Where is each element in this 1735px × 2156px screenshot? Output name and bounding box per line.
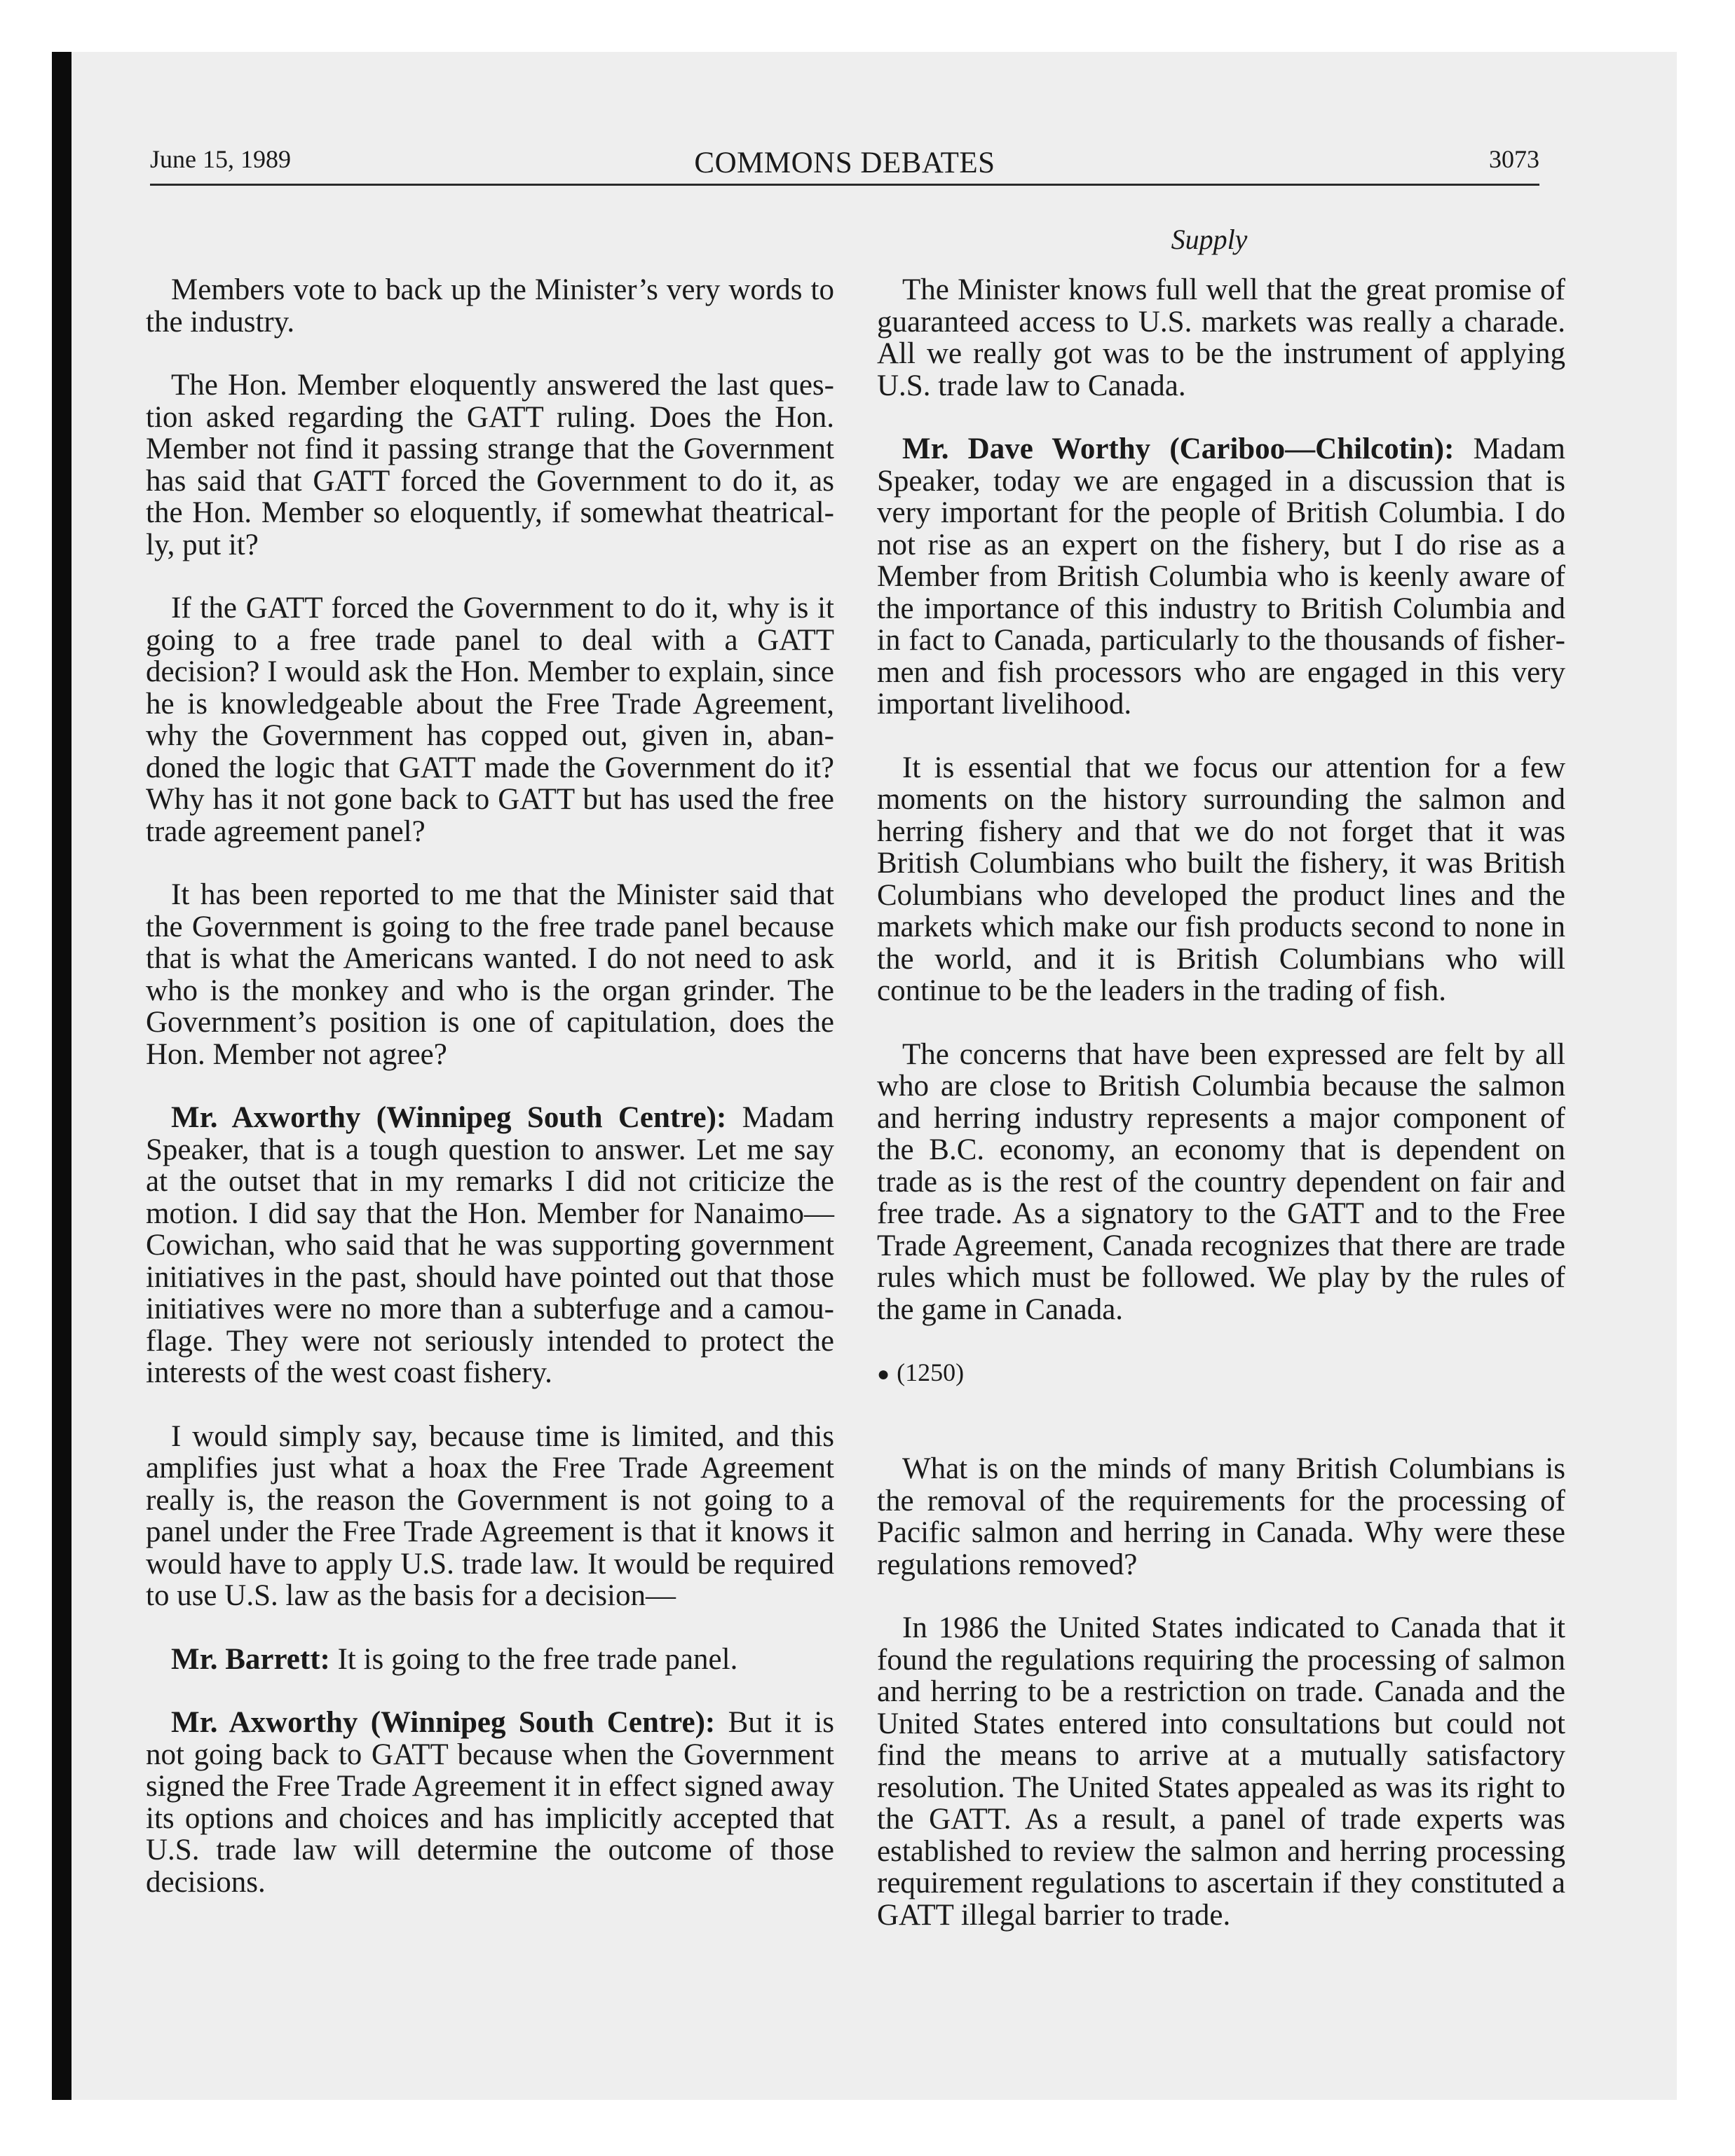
time-marker-text: (1250) xyxy=(897,1358,965,1386)
speaker-name: Mr. Barrett: xyxy=(171,1642,330,1676)
paragraph: The Minister knows full well that the great promise of guaranteed access to U.S. markets was really a charade. All we really got was to be the instrument of applying U.S. trade law to Canada. xyxy=(877,273,1565,402)
paragraph: If the GATT forced the Government to do it, why is it going to a free trade panel to deal with a GATT decision? I would ask the Hon. Member to explain, since he is knowledgeable about the Free Trade Agreement, why the Government has copped out, given in, abandoned the logic that GATT made the Government do it? Why has it not gone back to GATT but has used the free trade agreement panel? xyxy=(146,592,834,848)
speech-paragraph xyxy=(877,433,1565,721)
paragraph: The Hon. Member eloquently answered the last question asked regarding the GATT ruling. Does the Hon. Member not find it passing strange that the Government has said that GATT forced the Government to do it, as the Hon. Member so eloquently, if somewhat theatrically, put it? xyxy=(146,369,834,561)
paragraph: Members vote to back up the Minister’s very words to the industry. xyxy=(146,273,834,339)
section-label: Supply xyxy=(1171,224,1248,255)
paragraph: I would simply say, because time is limited, and this amplifies just what a hoax the Free Trade Agreement really is, the reason the Government is not going to a panel under the Free Trade Agreement is that it knows it would have to apply U.S. trade law. It would be required to use U.S. law as the basis for a decision— xyxy=(146,1419,834,1612)
header-page-number: 3073 xyxy=(1489,145,1539,173)
paragraph: In 1986 the United States indicated to Canada that it found the regulations requiring the processing of salmon and herring to be a restriction on trade. Canada and the United States entered into consultations but could not find the means to arrive at a mutually satisfactory resolution. The United States appealed as was its right to the GATT. As a result, a panel of trade experts was established to review the salmon and herring processing requirement regulations to ascertain if they constituted a GATT illegal barrier to trade. xyxy=(877,1611,1565,1932)
paragraph: The concerns that have been expressed are felt by all who are close to British Columbia because the salmon and herring industry represents a major component of the B.C. economy, an economy that is dependent on trade as is the rest of the country dependent on fair and free trade. As a signatory to the GATT and to the Free Trade Agreement, Canada recognizes that there are trade rules which must be followed. We play by the rules of the game in Canada. xyxy=(877,1037,1565,1326)
binding-edge xyxy=(52,52,72,2100)
speech-paragraph xyxy=(146,1644,834,1676)
speech-paragraph xyxy=(146,1102,834,1389)
running-header xyxy=(150,137,1539,186)
paragraph: What is on the minds of many British Columbians is the removal of the requirements for the processing of Pacific salmon and herring in Canada. Why were these regulations removed? xyxy=(877,1452,1565,1581)
right-column xyxy=(877,274,1565,1963)
header-title: COMMONS DEBATES xyxy=(694,146,995,179)
left-column xyxy=(146,274,834,1930)
speech-text: But it is not going back to GATT because when the Government signed the Free Trade Agreement it in effect signed away its options and choices and has implicitly accepted that U.S. trade law will determine the outcome of those decisions. xyxy=(146,1706,835,1899)
speech-text: Madam Speaker, that is a tough question to answer. Let me say at the outset that in my remarks I did not criticize the motion. I did say that the Hon. Member for Nanaimo—Cowichan, who said that he was supporting government initiatives in the past, should have pointed out that those initiatives were no more than a subterfuge and a camouflage. They were not seriously intended to protect the interests of the west coast fishery. xyxy=(146,1101,834,1389)
speech-text: It is going to the free trade panel. xyxy=(329,1642,738,1676)
speech-text: Madam Speaker, today we are engaged in a discussion that is very important for the people of British Columbia. I do not rise as an expert on the fishery, but I do rise as a Member from British Columbia who is keenly aware of the importance of this industry to British Columbia and in fact to Canada, particularly to the thousands of fishermen and fish processors who are engaged in this very important livelihood. xyxy=(877,432,1565,721)
paragraph: It is essential that we focus our attention for a few moments on the history surrounding the salmon and herring fishery and that we do not forget that it was British Columbians who built the fishery, it was British Columbians who developed the product lines and the markets which make our fish products second to none in the world, and it is British Columbians who will continue to be the leaders in the trading of fish. xyxy=(877,751,1565,1007)
bullet-icon: ● xyxy=(877,1363,890,1386)
speaker-name: Mr. Axworthy (Winnipeg South Centre): xyxy=(171,1706,716,1739)
speaker-name: Mr. Axworthy (Winnipeg South Centre): xyxy=(171,1101,727,1134)
speaker-name: Mr. Dave Worthy (Cariboo—Chilcotin): xyxy=(902,432,1455,465)
paragraph: It has been reported to me that the Minister said that the Government is going to the free trade panel because that is what the Americans wanted. I do not need to ask who is the monkey and who is the organ grinder. The Government’s position is one of capitulation, does the Hon. Member not agree? xyxy=(146,878,834,1071)
speech-paragraph xyxy=(146,1707,834,1898)
header-date: June 15, 1989 xyxy=(150,145,291,173)
time-marker xyxy=(877,1357,1565,1390)
